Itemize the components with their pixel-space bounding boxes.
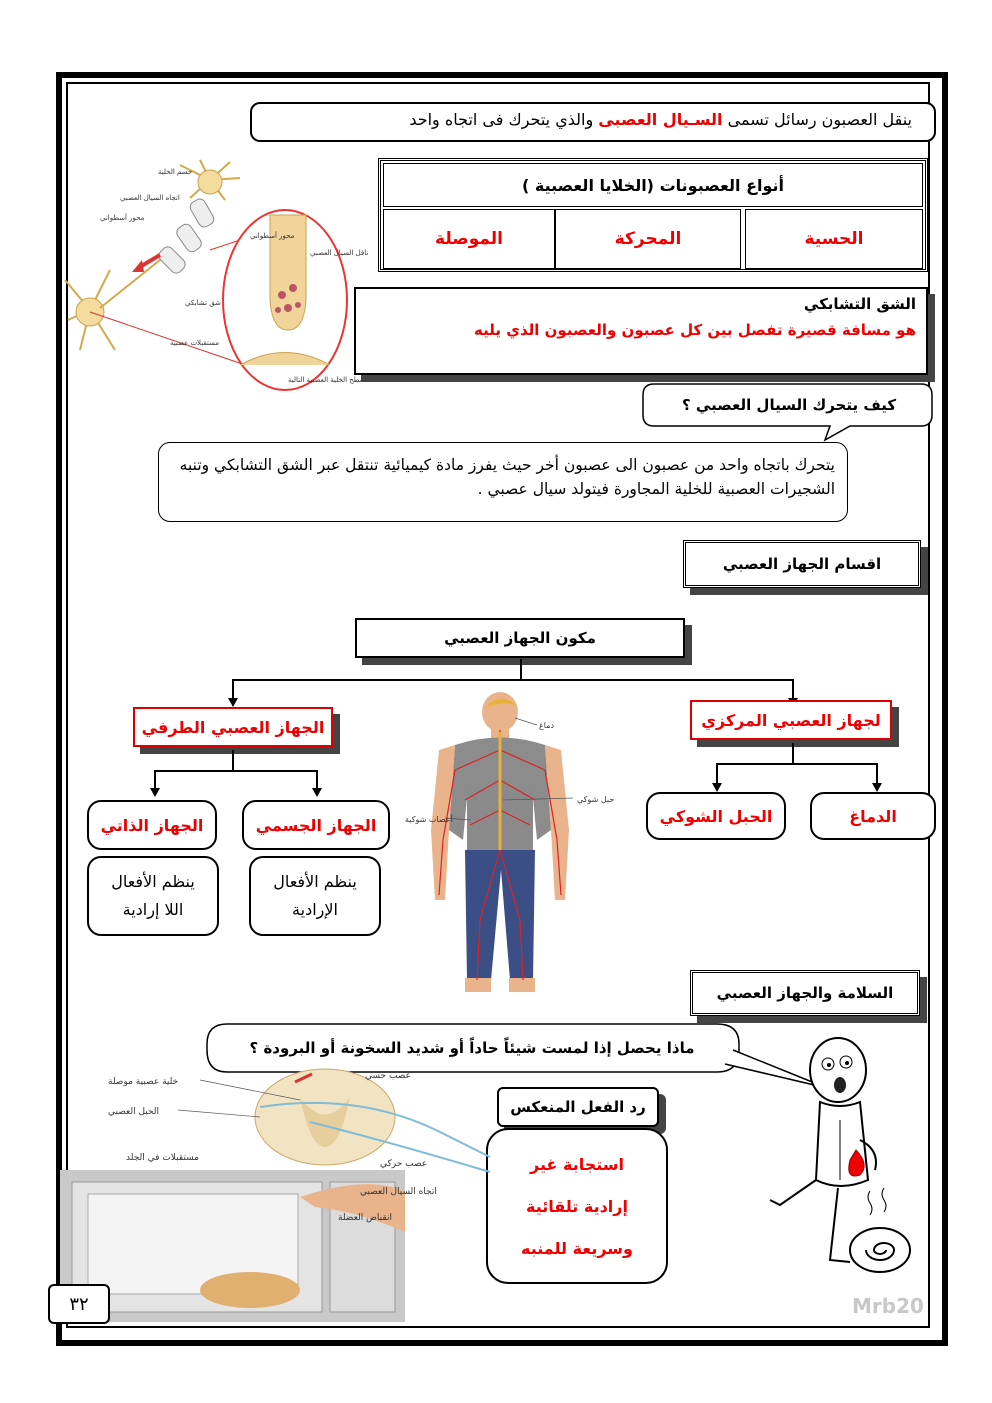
- reflex-title: رد الفعل المنعكس: [497, 1087, 659, 1127]
- somatic-system: الجهاز الجسمي: [242, 800, 390, 850]
- neuron-synapse-figure: [60, 160, 369, 390]
- reflex-arc-figure: [60, 1062, 480, 1322]
- body-label-brain: دماغ: [539, 721, 555, 730]
- autonomic-system: الجهاز الذاتي: [87, 800, 217, 850]
- neuron-label-membrane: سطح الخلية العصبية التالية: [288, 376, 366, 384]
- reflex-definition: [486, 1128, 668, 1284]
- reflex-label-impulse: اتجاه السيال العصبي: [360, 1187, 437, 1197]
- neuron-label-receptors: مستقبلات عصبية: [170, 339, 219, 347]
- watermark: Mrb20: [852, 1294, 924, 1318]
- intro-box: [250, 102, 936, 142]
- autonomic-desc: ينظم الأفعال اللا إرادية: [87, 856, 219, 936]
- reflex-label-skin-receptors: مستقبلات في الجلد: [126, 1153, 199, 1163]
- reflex-line-3: وسريعة للمنبه: [521, 1239, 633, 1258]
- page-number: ٣٢: [48, 1284, 110, 1324]
- synapse-box: [354, 287, 928, 375]
- peripheral-system: الجهاز العصبي الطرفي: [133, 707, 333, 747]
- reflex-label-sensory: عصب حسي: [365, 1071, 411, 1081]
- answer1-box: [158, 442, 848, 522]
- body-label-spinal-cord: حبل شوكي: [577, 795, 615, 804]
- central-system: لجهاز العصبي المركزي: [690, 700, 892, 740]
- cartoon-reflex-figure: [760, 1030, 935, 1290]
- synapse-definition: هو مسافة قصيرة تفصل بين كل عصبون والعصبون الذي يليه: [474, 321, 916, 339]
- intro-text-2: والذي يتحرك فى اتجاه واحد: [409, 110, 599, 129]
- neuron-type-sensory: الحسية: [745, 209, 923, 269]
- reflex-label-muscle: انقباض العضلة: [338, 1213, 392, 1223]
- divisions-heading: اقسام الجهاز العصبي: [683, 540, 921, 588]
- reflex-label-interneuron: خلية عصبية موصلة: [108, 1077, 179, 1087]
- reflex-label-spinal-cord: الحبل العصبي: [108, 1107, 160, 1117]
- neuron-types-title: أنواع العصبونات (الخلايا العصبية ): [383, 163, 923, 207]
- spinal-cord-node: الحبل الشوكي: [646, 792, 786, 840]
- neuron-label-axon-zoom: محور أسطواني: [250, 232, 295, 240]
- neuron-type-motor: المحركة: [555, 209, 741, 269]
- neuron-types-table: [378, 158, 928, 272]
- safety-heading: السلامة والجهاز العصبي: [690, 970, 920, 1016]
- brain-node: الدماغ: [810, 792, 936, 840]
- reflex-line-2: إرادية تلقائية: [526, 1197, 628, 1216]
- neuron-label-cell-body: جسم الخلية: [158, 168, 193, 176]
- somatic-desc: ينظم الأفعال الإرادية: [249, 856, 381, 936]
- intro-text-1: ينقل العصبون رسائل تسمى: [722, 110, 912, 129]
- neuron-label-impulse: اتجاه السيال العصبي: [120, 194, 180, 202]
- reflex-line-1: استجابة غير: [530, 1155, 624, 1174]
- question2-text: ماذا يحصل إذا لمست شيئاً حاداً أو شديد السخونة أو البرودة ؟: [249, 1039, 695, 1057]
- neuron-type-interneuron: الموصلة: [383, 209, 555, 269]
- components-root: مكون الجهاز العصبي: [355, 618, 685, 658]
- neuron-label-axon: محور أسطواني: [100, 214, 145, 222]
- answer1-text: يتحرك باتجاه واحد من عصبون الى عصبون أخر حيث يفرز مادة كيميائية تنتقل عبر الشق التشابكي وتنبه الشجيرات العصبية للخلية المجاورة فيتولد سيال عصبي .: [179, 456, 835, 498]
- question1-text: كيف يتحرك السيال العصبي ؟: [681, 396, 897, 414]
- neuron-label-synapse: شق تشابكي: [185, 299, 221, 307]
- synapse-title: الشق التشابكي: [803, 295, 916, 313]
- reflex-label-motor: عصب حركي: [380, 1159, 428, 1169]
- nervous-system-body-figure: [405, 690, 640, 1010]
- neuron-label-transmitter: ناقل السيال العصبي: [310, 249, 369, 257]
- intro-highlight: السـيال العصبى: [598, 110, 723, 129]
- body-label-spinal-nerves: أعصاب شوكية: [405, 815, 453, 824]
